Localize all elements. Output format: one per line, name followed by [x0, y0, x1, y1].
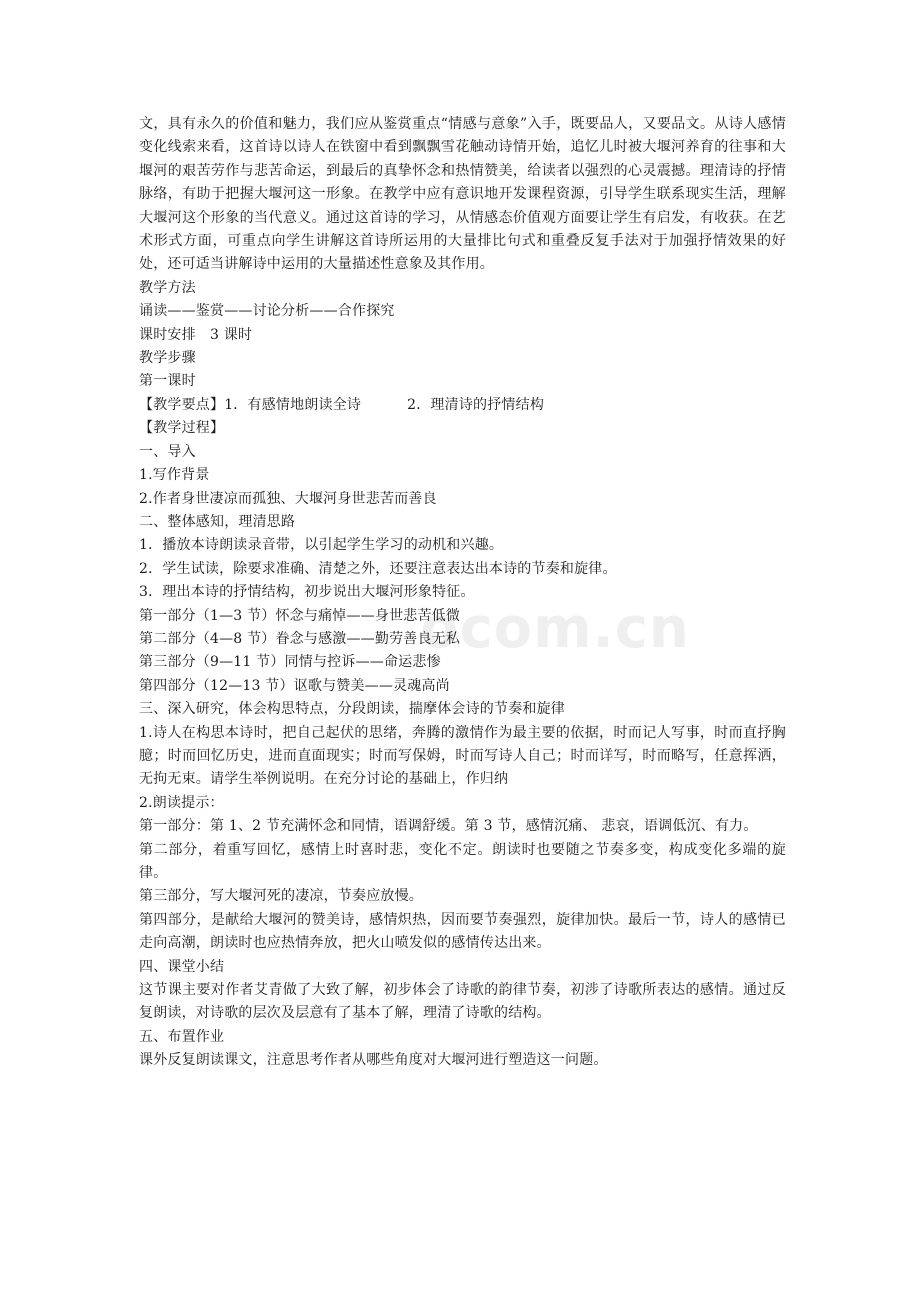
structure-part-4: 第四部分（12—13 节）讴歌与赞美——灵魂高尚	[139, 677, 450, 694]
method-heading: 教学方法	[139, 279, 196, 296]
section-3-paragraph-1: 1.诗人在构思本诗时，把自己起伏的思绪，奔腾的激情作为最主要的依据，时而记人写事，时而直抒胸臆；时而回忆历史，进而直面现实；时而写保姆，时而写诗人自己；时而详写，时而略写，任意挥洒，无拘无束。请学生举例说明。在充分讨论的基础上，作归纳	[139, 724, 786, 788]
section-heading-4: 四、课堂小结	[139, 958, 225, 975]
process-label: 【教学过程】	[139, 420, 225, 437]
method-text: 诵读——鉴赏——讨论分析——合作探究	[139, 303, 395, 320]
section-heading-1: 一、导入	[139, 443, 196, 460]
section-3-item-2: 2.朗读提示：	[139, 794, 224, 811]
section-1-item-1: 1.写作背景	[139, 467, 210, 484]
section-heading-2: 二、整体感知，理清思路	[139, 513, 296, 530]
section-2-item-1: 1．播放本诗朗读录音带，以引起学生学习的动机和兴趣。	[139, 537, 504, 554]
lesson-one-heading: 第一课时	[139, 373, 196, 390]
section-2-item-2: 2．学生试读，除要求准确、清楚之外，还要注意表达出本诗的节奏和旋律。	[139, 560, 617, 577]
reading-tip-part-2: 第二部分，着重写回忆，感情上时喜时悲，变化不定。朗读时也要随之节奏多变，构成变化多端的旋律。	[139, 841, 786, 881]
key-points-second: 2．理清诗的抒情结构	[407, 396, 545, 413]
section-heading-3: 三、深入研究，体会构思特点，分段朗读，揣摩体会诗的节奏和旋律	[139, 701, 565, 718]
intro-paragraph: 文，具有永久的价值和魅力，我们应从鉴赏重点“情感与意象”入手，既要品人，又要品文。从诗人感情变化线索来看，这首诗以诗人在铁窗中看到飘飘雪花触动诗情开始，追忆儿时被大堰河养育的往事和大堰河的艰苦劳作与悲苦命运，到最后的真挚怀念和热情赞美，给读者以强烈的心灵震撼。理清诗的抒情脉络，有助于把握大堰河这一形象。在教学中应有意识地开发课程资源，引导学生联系现实生活，理解大堰河这个形象的当代意义。通过这首诗的学习，从情感态价值观方面要让学生有启发，有收获。在艺术形式方面，可重点向学生讲解这首诗所运用的大量排比句式和重叠反复手法对于加强抒情效果的好处，还可适当讲解诗中运用的大量描述性意象及其作用。	[139, 116, 786, 273]
structure-part-1: 第一部分（1—3 节）怀念与痛悼——身世悲苦低微	[139, 607, 461, 624]
section-1-item-2: 2.作者身世凄凉而孤独、大堰河身世悲苦而善良	[139, 490, 437, 507]
schedule-line: 课时安排 3 课时	[139, 326, 253, 343]
steps-heading: 教学步骤	[139, 350, 196, 367]
homework-line: 课外反复朗读课文，注意思考作者从哪些角度对大堰河进行塑造这一问题。	[139, 1052, 608, 1069]
structure-part-2: 第二部分（4—8 节）眷念与感激——勤劳善良无私	[139, 630, 461, 647]
structure-part-3: 第三部分（9—11 节）同情与控诉——命运悲惨	[139, 654, 441, 671]
watermark: ocom.cn	[420, 596, 690, 661]
document-page	[139, 113, 786, 1073]
section-2-item-3: 3．理出本诗的抒情结构，初步说出大堰河形象特征。	[139, 584, 475, 601]
reading-tip-part-4: 第四部分，是献给大堰河的赞美诗，感情炽热，因而要节奏强烈，旋律加快。最后一节，诗人的感情已走向高潮，朗读时也应热情奔放，把火山喷发似的感情传达出来。	[139, 911, 786, 952]
key-points-first: 【教学要点】1．有感情地朗读全诗	[139, 396, 362, 413]
section-heading-5: 五、布置作业	[139, 1028, 225, 1045]
reading-tip-part-3: 第三部分，写大堰河死的凄凉，节奏应放慢。	[139, 888, 423, 905]
reading-tip-part-1: 第一部分：第 1、2 节充满怀念和同情，语调舒缓。第 3 节，感情沉痛、 悲哀，语调低沉、有力。	[139, 818, 758, 835]
summary-paragraph: 这节课主要对作者艾青做了大致了解，初步体会了诗歌的韵律节奏，初涉了诗歌所表达的感情。通过反复朗读，对诗歌的层次及层意有了基本了解，理清了诗歌的结构。	[139, 982, 786, 1022]
key-points-line	[139, 394, 786, 417]
